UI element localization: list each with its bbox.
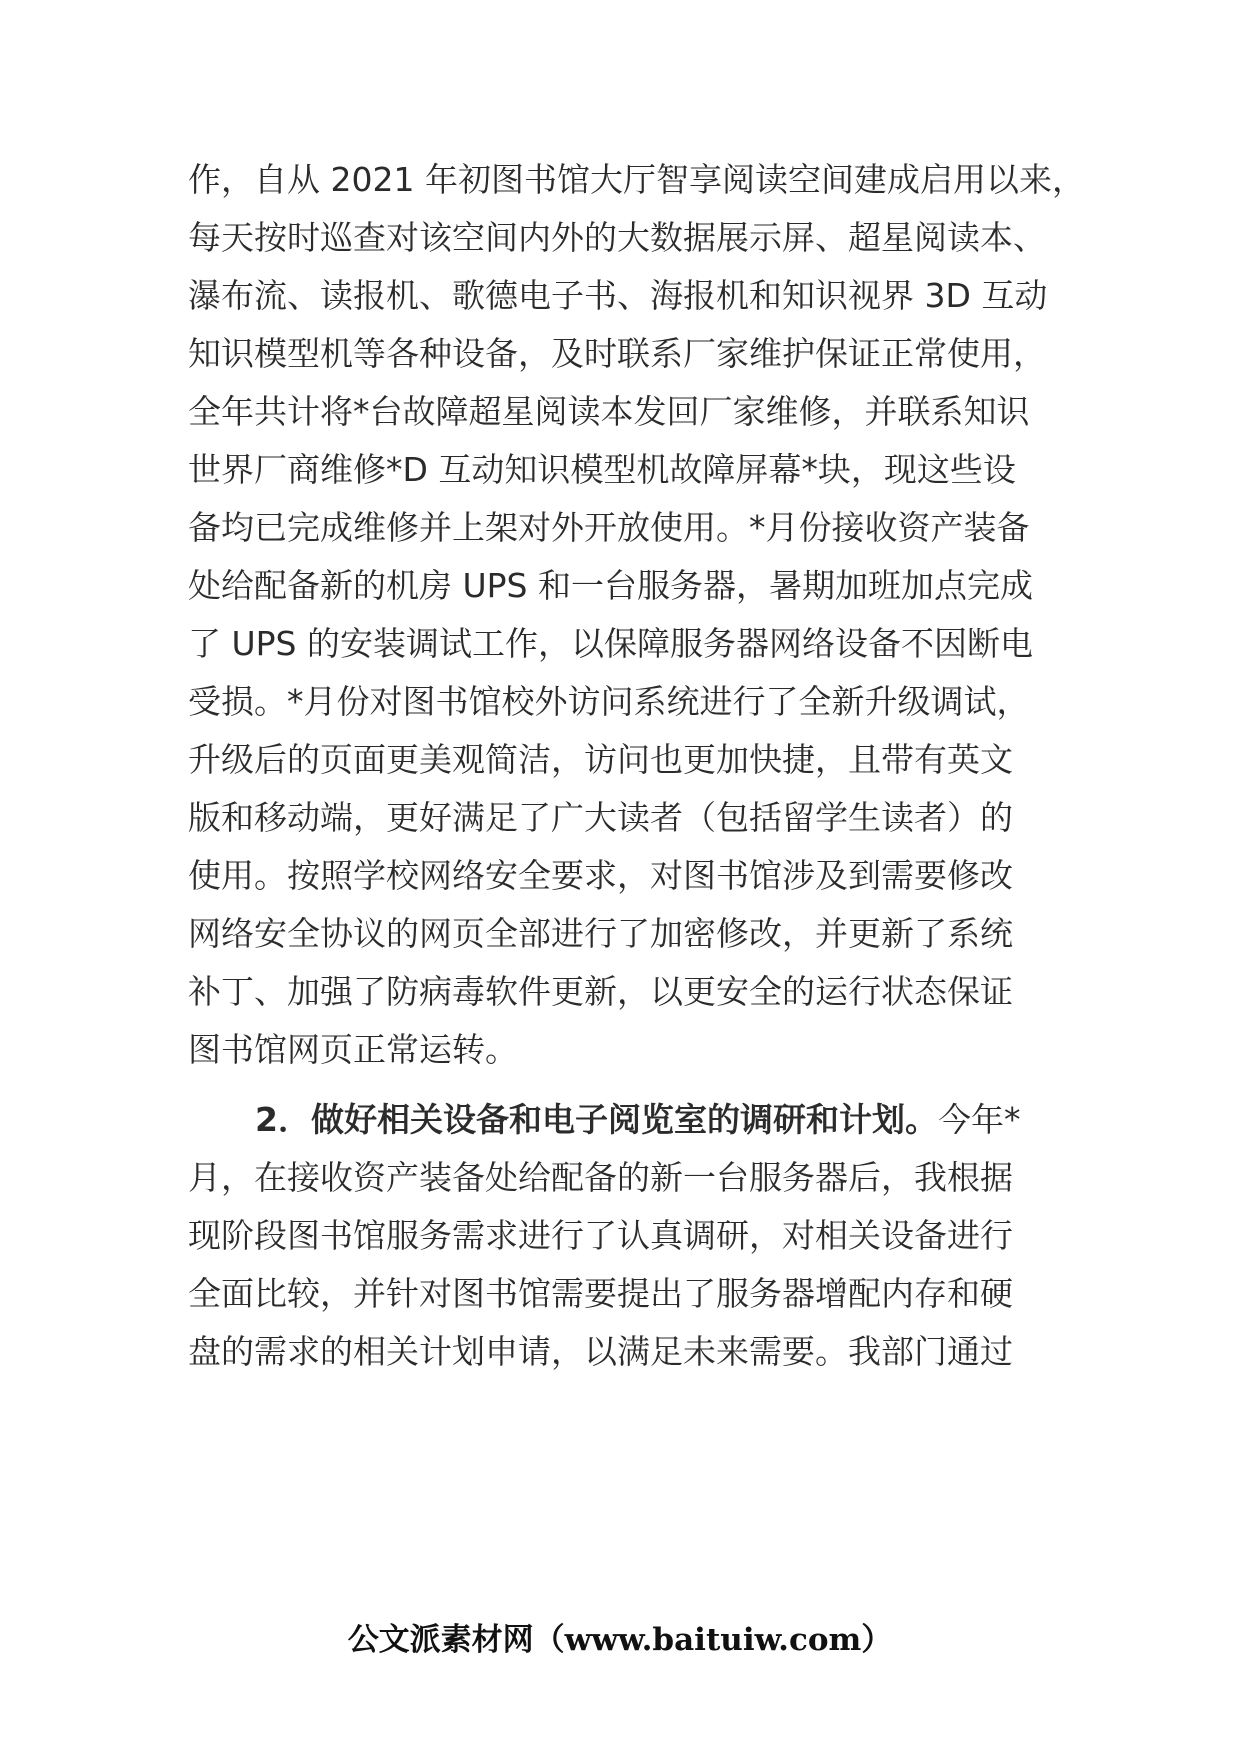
paragraph-line: 全年共计将*台故障超星阅读本发回厂家维修，并联系知识 [188, 392, 1030, 431]
paragraph-line: 补丁、加强了防病毒软件更新，以更安全的运行状态保证 [188, 972, 1013, 1011]
paragraph-line: 知识模型机等各种设备，及时联系厂家维护保证正常使用， [188, 334, 1046, 373]
footer-source: 公文派素材网（www.baituiw.com） [347, 1622, 893, 1658]
paragraph-line: 图书馆网页正常运转。 [188, 1030, 518, 1069]
paragraph-line: 备均已完成维修并上架对外开放使用。*月份接收资产装备 [188, 508, 1030, 547]
paragraph-line: 升级后的页面更美观简洁，访问也更加快捷，且带有英文 [188, 740, 1013, 779]
paragraph-line: 现阶段图书馆服务需求进行了认真调研，对相关设备进行 [188, 1216, 1013, 1255]
paragraph-heading-line [255, 1100, 1020, 1140]
paragraph-line: 受损。*月份对图书馆校外访问系统进行了全新升级调试， [188, 682, 1030, 721]
heading-line-rest: 今年* [937, 1100, 1021, 1139]
paragraph-line: 作，自从 2021 年初图书馆大厅智享阅读空间建成启用以来， [188, 160, 1085, 199]
paragraph-line: 每天按时巡查对该空间内外的大数据展示屏、超星阅读本、 [188, 218, 1046, 257]
paragraph-line: 使用。按照学校网络安全要求，对图书馆涉及到需要修改 [188, 856, 1013, 895]
paragraph-line: 月，在接收资产装备处给配备的新一台服务器后，我根据 [188, 1158, 1013, 1197]
paragraph-line: 盘的需求的相关计划申请，以满足未来需要。我部门通过 [188, 1332, 1013, 1371]
paragraph-line: 处给配备新的机房 UPS 和一台服务器，暑期加班加点完成 [188, 566, 1033, 605]
paragraph-line: 了 UPS 的安装调试工作，以保障服务器网络设备不因断电 [188, 624, 1033, 663]
paragraph-line: 网络安全协议的网页全部进行了加密修改，并更新了系统 [188, 914, 1013, 953]
paragraph-line: 版和移动端，更好满足了广大读者（包括留学生读者）的 [188, 798, 1013, 837]
paragraph-line: 全面比较，并针对图书馆需要提出了服务器增配内存和硬 [188, 1274, 1013, 1313]
paragraph-line: 世界厂商维修*D 互动知识模型机故障屏幕*块，现这些设 [188, 450, 1016, 489]
paragraph-line: 瀑布流、读报机、歌德电子书、海报机和知识视界 3D 互动 [188, 276, 1048, 315]
section-heading: 2．做好相关设备和电子阅览室的调研和计划。 [255, 1100, 938, 1139]
